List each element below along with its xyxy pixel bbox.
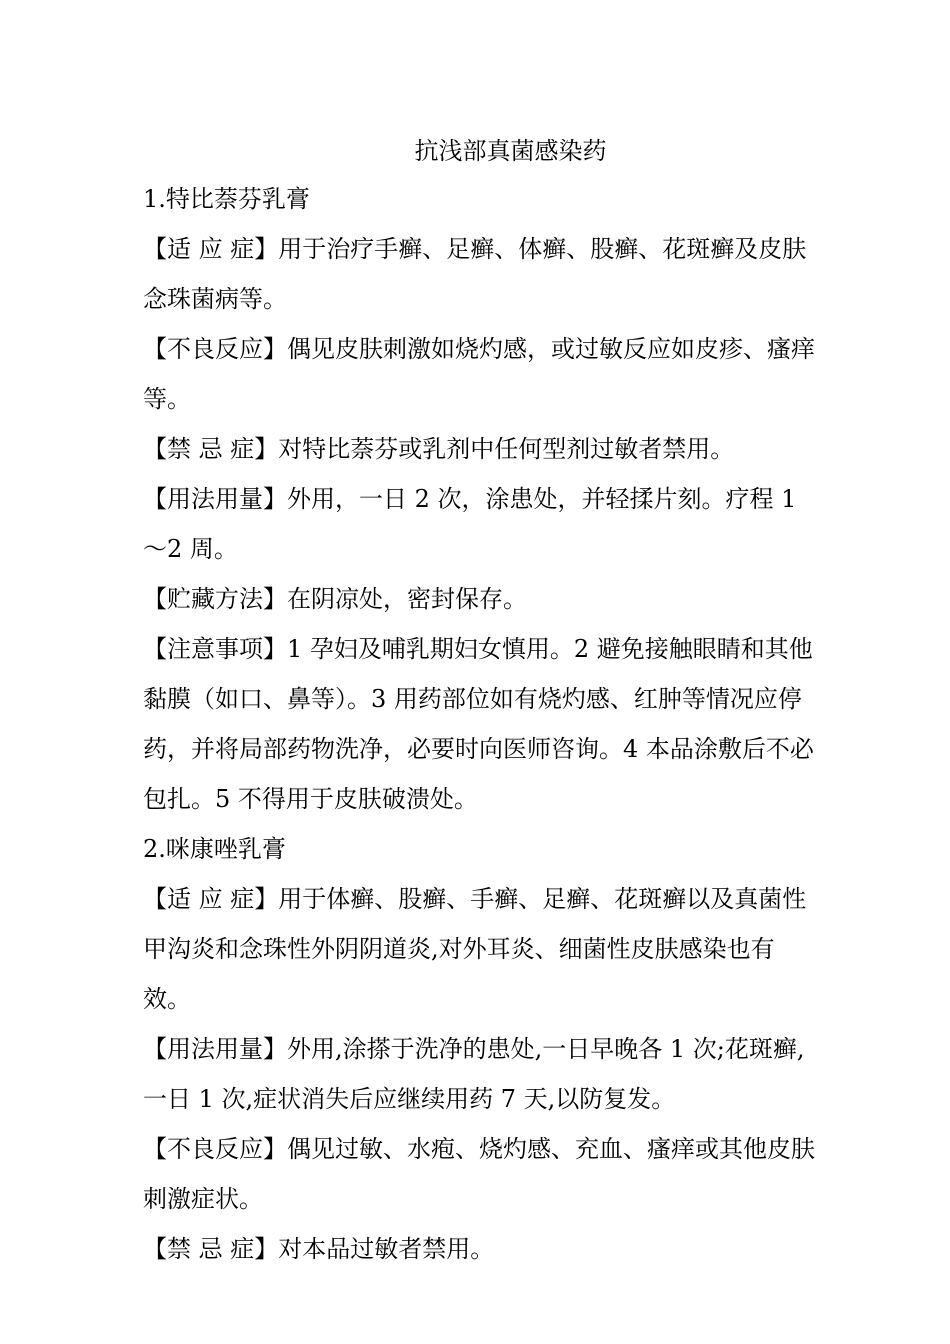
paragraph-indications: 【适 应 症】用于治疗手癣、足癣、体癣、股癣、花斑癣及皮肤念珠菌病等。 <box>143 235 807 313</box>
paragraph-contraindications-2: 【禁 忌 症】对本品过敏者禁用。 <box>143 1235 495 1263</box>
paragraph-precautions: 【注意事项】1 孕妇及哺乳期妇女慎用。2 避免接触眼睛和其他黏膜（如口、鼻等）。3 用药部位如有烧灼感、红肿等情况应停药，并将局部药物洗净，必要时向医师咨询。4 本品涂敷后不必包扎。5 不得用于皮肤破溃处。 <box>143 635 814 813</box>
paragraph-indications-2: 【适 应 症】用于体癣、股癣、手癣、足癣、花斑癣以及真菌性甲沟炎和念珠性外阴阴道炎,对外耳炎、细菌性皮肤感染也有效。 <box>143 885 807 1013</box>
paragraph-dosage-2: 【用法用量】外用,涂搽于洗净的患处,一日早晚各 1 次;花斑癣,一日 1 次,症状消失后应继续用药 7 天,以防复发。 <box>143 1035 805 1113</box>
drug-heading-terbinafine: 1.特比萘芬乳膏 <box>143 185 310 213</box>
document-body <box>143 128 818 1274</box>
paragraph-adverse-reactions-2: 【不良反应】偶见过敏、水疱、烧灼感、充血、瘙痒或其他皮肤刺激症状。 <box>143 1135 815 1213</box>
paragraph-adverse-reactions: 【不良反应】偶见皮肤刺激如烧灼感，或过敏反应如皮疹、瘙痒等。 <box>143 335 815 413</box>
drug-heading-miconazole: 2.咪康唑乳膏 <box>143 835 286 863</box>
paragraph-contraindications: 【禁 忌 症】对特比萘芬或乳剂中任何型剂过敏者禁用。 <box>143 435 735 463</box>
paragraph-dosage: 【用法用量】外用，一日 2 次，涂患处，并轻揉片刻。疗程 1～2 周。 <box>143 485 797 563</box>
document-title: 抗浅部真菌感染药 <box>414 137 607 165</box>
paragraph-storage: 【贮藏方法】在阴凉处，密封保存。 <box>143 585 527 613</box>
